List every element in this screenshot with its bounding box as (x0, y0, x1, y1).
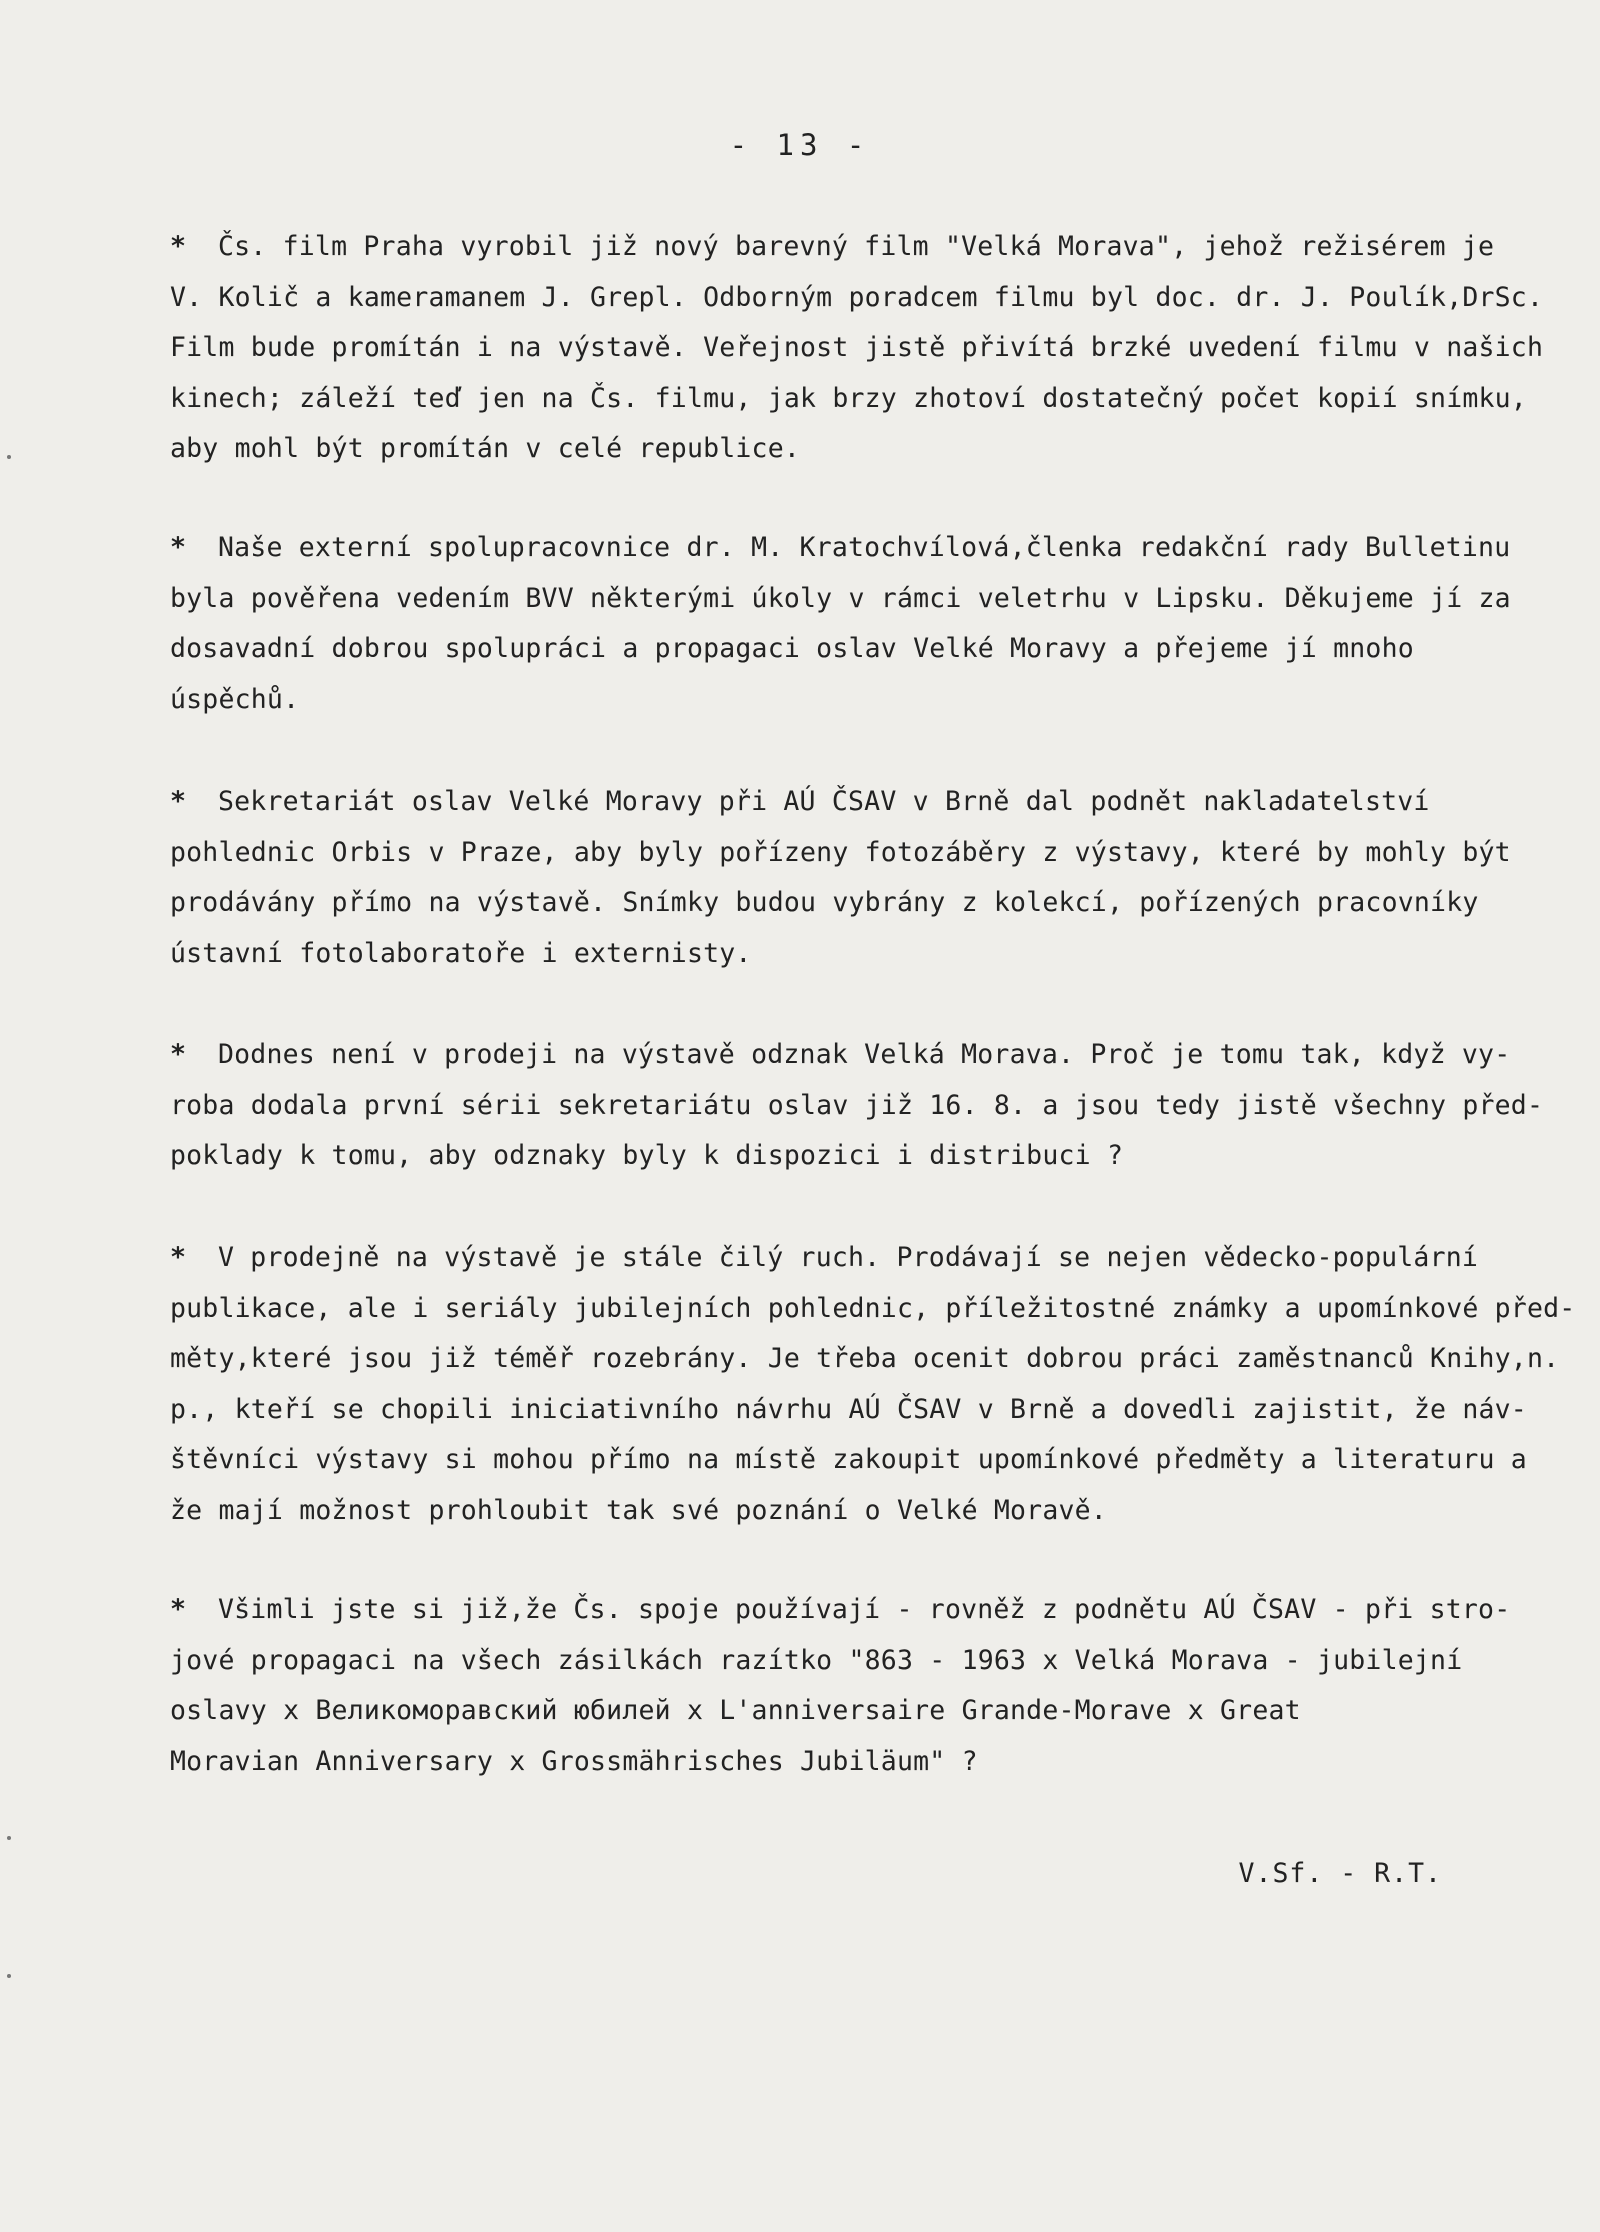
paragraph-line: štěvníci výstavy si mohou přímo na místě zakoupit upomínkové předměty a literaturu a (170, 1444, 1527, 1475)
paragraph-line: dosavadní dobrou spolupráci a propagaci oslav Velké Moravy a přejeme jí mnoho (170, 633, 1414, 664)
paragraph-postcards (170, 777, 1511, 979)
paragraph-line: byla pověřena vedením BVV některými úkoly v rámci veletrhu v Lipsku. Děkujeme jí za (170, 582, 1511, 614)
paragraph-line: p., kteří se chopili iniciativního návrhu AÚ ČSAV v Brně a dovedli zajistit, že náv- (170, 1393, 1527, 1425)
paragraph-line: aby mohl být promítán v celé republice. (170, 433, 801, 464)
paragraph-line: kinech; záleží teď jen na Čs. filmu, jak brzy zhotoví dostatečný počet kopií snímku, (170, 382, 1527, 414)
paragraph-line: Film bude promítán i na výstavě. Veřejnost jistě přivítá brzké uvedení filmu v našich (170, 332, 1544, 363)
page-number: - 13 - (729, 128, 871, 162)
paragraph-line: oslavy x Великоморавский юбилей x L'anniversaire Grande-Morave x Great (170, 1695, 1301, 1726)
paragraph-line: pohlednic Orbis v Praze, aby byly pořízeny fotozáběry z výstavy, které by mohly být (170, 836, 1511, 868)
paragraph-line: roba dodala první sérii sekretariátu oslav již 16. 8. a jsou tedy jistě všechny před- (170, 1089, 1544, 1121)
paragraph-line: úspěchů. (170, 683, 300, 715)
paragraph-line: prodávány přímo na výstavě. Snímky budou vybrány z kolekcí, pořízených pracovníky (170, 887, 1479, 918)
paragraph-line: Moravian Anniversary x Grossmährisches Jubiläum" ? (170, 1745, 978, 1777)
paragraph-shop (170, 1233, 1576, 1536)
paragraph-film-velka-morava (170, 222, 1544, 475)
scan-speck-mark (7, 455, 11, 459)
paragraph-line: že mají možnost prohloubit tak své poznání o Velké Moravě. (170, 1494, 1107, 1526)
paragraph-line: V. Količ a kameramanem J. Grepl. Odborným poradcem filmu byl doc. dr. J. Poulík,DrSc. (170, 281, 1544, 313)
paragraph-line: měty,které jsou již téměř rozebrány. Je třeba ocenit dobrou práci zaměstnanců Knihy,n. (170, 1343, 1560, 1374)
asterisk-marker: * (170, 1039, 187, 1070)
paragraph-line: * Naše externí spolupracovnice dr. M. Kratochvílová,členka redakční rady Bulletinu (170, 523, 1450, 574)
asterisk-marker: * (170, 1594, 187, 1625)
paragraph-line: poklady k tomu, aby odznaky byly k dispozici i distribuci ? (170, 1140, 1124, 1171)
paragraph-line: publikace, ale i seriály jubilejních pohlednic, příležitostné známky a upomínkové před- (170, 1292, 1576, 1324)
asterisk-marker: * (170, 231, 187, 262)
paragraph-external-collaborator (170, 523, 1511, 725)
scan-speck-mark (7, 1974, 11, 1978)
asterisk-marker: * (170, 786, 187, 817)
paragraph-line: * Sekretariát oslav Velké Moravy při AÚ ČSAV v Brně dal podnět nakladatelství (170, 777, 1450, 828)
scan-speck-mark (7, 1836, 11, 1840)
paragraph-line: * Čs. film Praha vyrobil již nový barevný film "Velká Morava", jehož režisérem je (170, 222, 1450, 273)
paragraph-line: * Všimli jste si již,že Čs. spoje používají - rovněž z podnětu AÚ ČSAV - při stro- (170, 1585, 1450, 1636)
paragraph-line: * Dodnes není v prodeji na výstavě odznak Velká Morava. Proč je tomu tak, když vy- (170, 1030, 1450, 1081)
asterisk-marker: * (170, 532, 187, 563)
asterisk-marker: * (170, 1242, 187, 1273)
paragraph-postmark (170, 1585, 1511, 1787)
paragraph-line: ústavní fotolaboratoře i externisty. (170, 937, 752, 969)
paragraph-line: jové propagaci na všech zásilkách razítko "863 - 1963 x Velká Morava - jubilejní (170, 1644, 1463, 1676)
signature: V.Sf. - R.T. (1238, 1858, 1442, 1889)
paragraph-line: * V prodejně na výstavě je stále čilý ruch. Prodávají se nejen vědecko-populární (170, 1233, 1450, 1284)
paragraph-badge (170, 1030, 1544, 1182)
